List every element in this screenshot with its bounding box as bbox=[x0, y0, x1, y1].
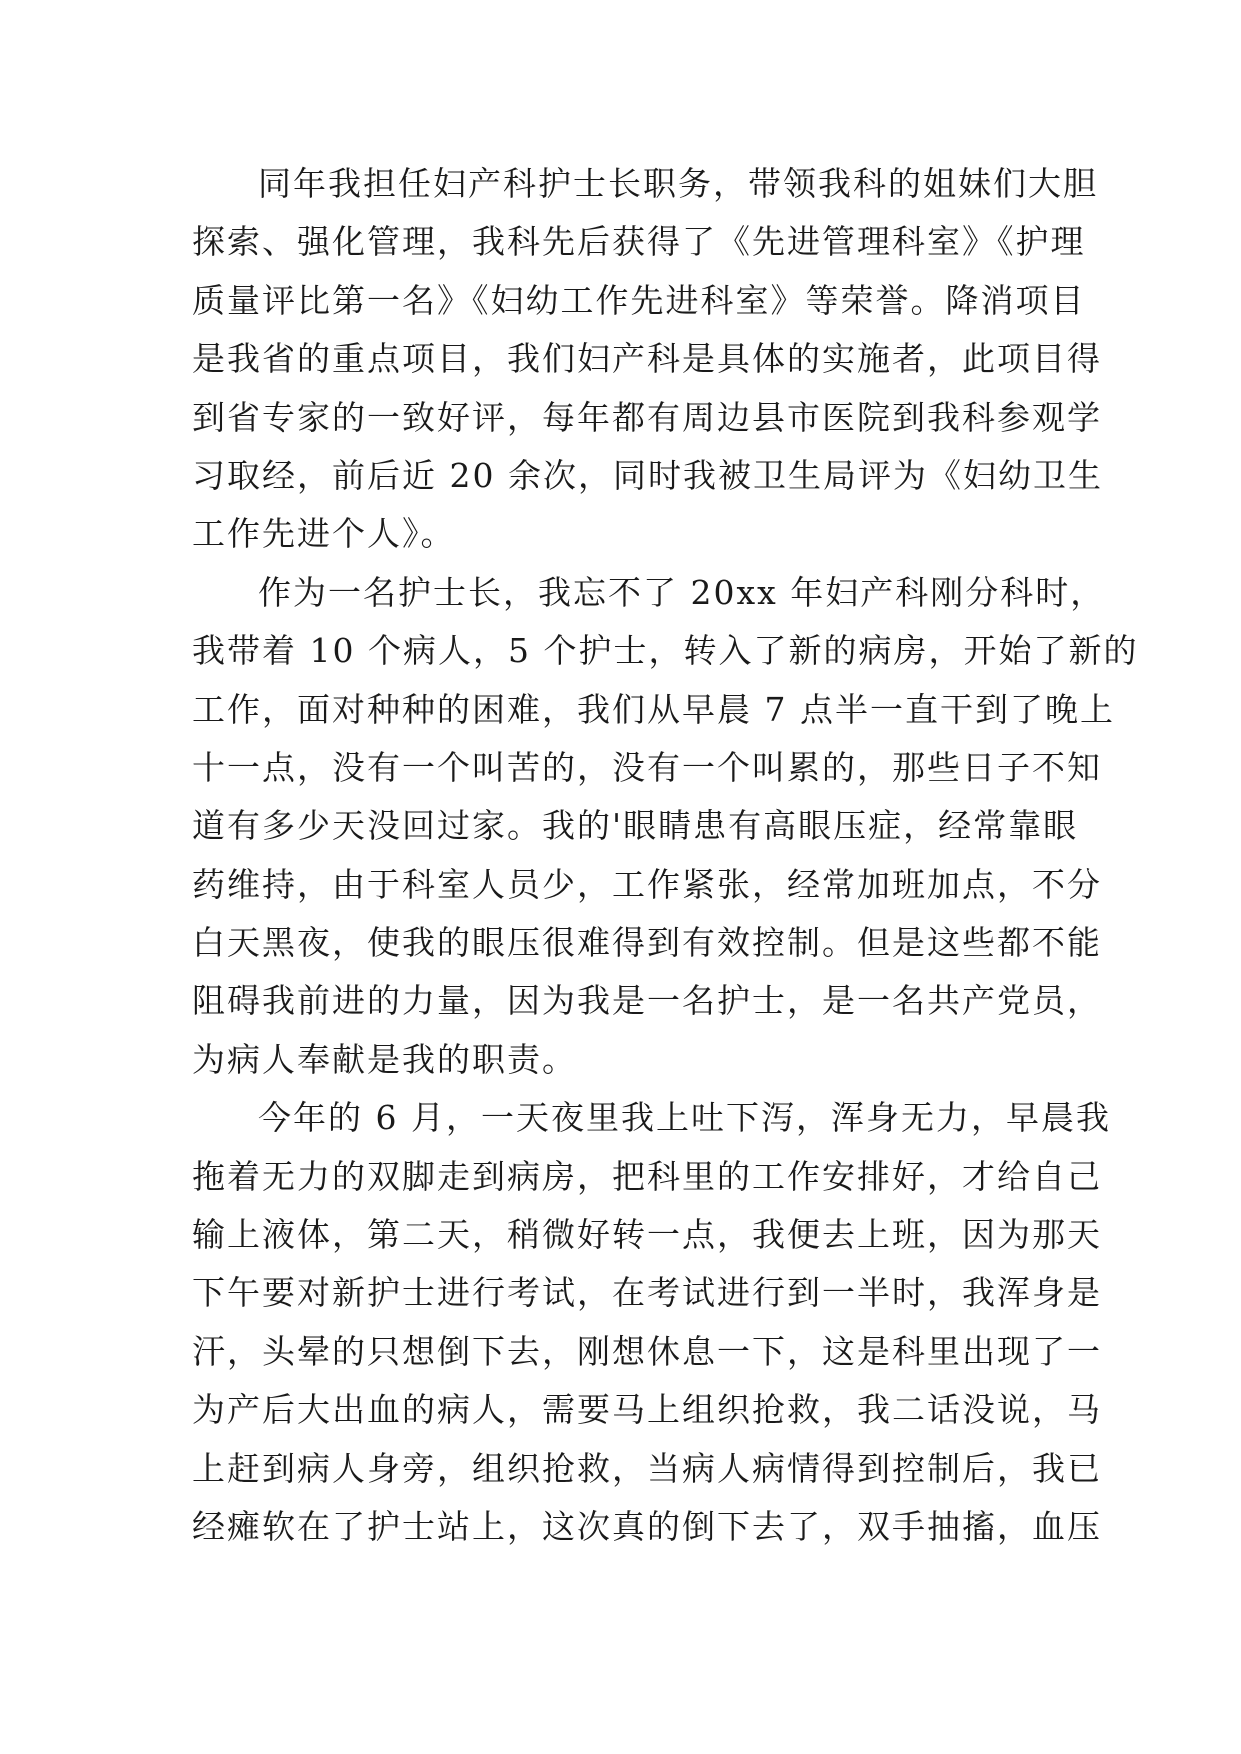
paragraph-line: 为产后大出血的病人，需要马上组织抢救，我二话没说，马 bbox=[192, 1390, 1102, 1430]
paragraph-line: 白天黑夜，使我的眼压很难得到有效控制。但是这些都不能 bbox=[192, 923, 1102, 963]
paragraph-1 bbox=[192, 155, 1103, 564]
paragraph-line: 习取经，前后近 20 余次，同时我被卫生局评为《妇幼卫生 bbox=[192, 455, 1103, 495]
paragraph-line: 经瘫软在了护士站上，这次真的倒下去了，双手抽搐，血压 bbox=[192, 1506, 1102, 1546]
paragraph-2 bbox=[192, 564, 1139, 1090]
paragraph-3 bbox=[192, 1089, 1111, 1556]
paragraph-line: 质量评比第一名》《妇幼工作先进科室》等荣誉。降消项目 bbox=[192, 280, 1086, 320]
paragraph-line: 今年的 6 月，一天夜里我上吐下泻，浑身无力，早晨我 bbox=[258, 1098, 1111, 1138]
document-body bbox=[192, 155, 1139, 1556]
paragraph-line: 十一点，没有一个叫苦的，没有一个叫累的，那些日子不知 bbox=[192, 747, 1102, 787]
paragraph-line: 拖着无力的双脚走到病房，把科里的工作安排好，才给自己 bbox=[192, 1156, 1102, 1196]
paragraph-line: 下午要对新护士进行考试，在考试进行到一半时，我浑身是 bbox=[192, 1273, 1102, 1313]
paragraph-line: 工作先进个人》。 bbox=[192, 514, 456, 554]
paragraph-line: 上赶到病人身旁，组织抢救，当病人病情得到控制后，我已 bbox=[192, 1448, 1102, 1488]
paragraph-line: 到省专家的一致好评，每年都有周边县市医院到我科参观学 bbox=[192, 397, 1102, 437]
paragraph-line: 作为一名护士长，我忘不了 20xx 年妇产科刚分科时， bbox=[258, 572, 1106, 612]
paragraph-line: 汗，头晕的只想倒下去，刚想休息一下，这是科里出现了一 bbox=[192, 1331, 1102, 1371]
paragraph-line: 为病人奉献是我的职责。 bbox=[192, 1039, 577, 1079]
paragraph-line: 探索、强化管理，我科先后获得了《先进管理科室》《护理 bbox=[192, 222, 1086, 262]
paragraph-line: 输上液体，第二天，稍微好转一点，我便去上班，因为那天 bbox=[192, 1215, 1102, 1255]
paragraph-line: 工作，面对种种的困难，我们从早晨 7 点半一直干到了晚上 bbox=[192, 689, 1115, 729]
paragraph-line: 是我省的重点项目，我们妇产科是具体的实施者，此项目得 bbox=[192, 339, 1102, 379]
paragraph-line: 药维持，由于科室人员少，工作紧张，经常加班加点，不分 bbox=[192, 864, 1102, 904]
paragraph-line: 同年我担任妇产科护士长职务，带领我科的姐妹们大胆 bbox=[258, 164, 1098, 203]
paragraph-line: 阻碍我前进的力量，因为我是一名护士，是一名共产党员， bbox=[192, 981, 1102, 1021]
paragraph-line: 我带着 10 个病人，5 个护士，转入了新的病房，开始了新的 bbox=[192, 631, 1139, 671]
paragraph-line: 道有多少天没回过家。我的'眼睛患有高眼压症，经常靠眼 bbox=[192, 806, 1079, 846]
